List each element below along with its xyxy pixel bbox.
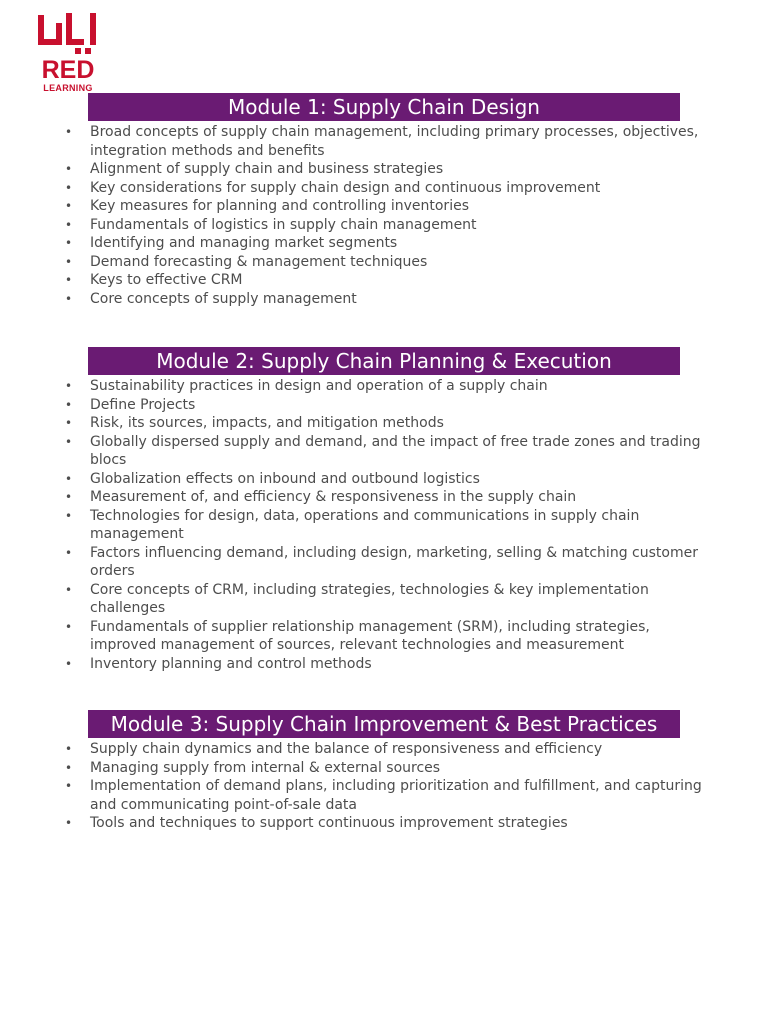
topic-text: Inventory planning and control methods <box>90 655 372 672</box>
bullet-icon: • <box>65 779 73 793</box>
topic-text: Factors influencing demand, including design, marketing, selling & matching customer orders <box>90 544 698 579</box>
list-item <box>0 433 768 470</box>
topic-text: Define Projects <box>90 396 196 413</box>
list-item <box>0 160 768 179</box>
list-item <box>0 507 768 544</box>
topic-text: Key measures for planning and controlling inventories <box>90 198 469 214</box>
bullet-icon: • <box>65 508 73 523</box>
topic-text: Risk, its sources, impacts, and mitigation methods <box>90 415 444 431</box>
bullet-icon: • <box>65 656 73 671</box>
topic-text: Globally dispersed supply and demand, and the impact of free trade zones and trading blocs <box>90 433 701 468</box>
bullet-icon: • <box>65 273 73 287</box>
topic-text: Fundamentals of supplier relationship management (SRM), including strategies, improved management of sources, relevant technologies and measurement <box>90 618 650 653</box>
bullet-icon: • <box>65 545 73 560</box>
list-item <box>0 759 768 778</box>
module-3-title: Module 3: Supply Chain Improvement & Best Practices <box>88 710 680 738</box>
topic-text: Fundamentals of logistics in supply chain management <box>90 216 477 233</box>
bullet-icon: • <box>65 471 73 486</box>
module-1-section <box>0 93 768 308</box>
logo-wordmark: RED <box>41 56 95 84</box>
topic-text: Supply chain dynamics and the balance of responsiveness and efficiency <box>90 741 603 757</box>
bullet-icon: • <box>65 254 73 269</box>
list-item <box>0 234 768 253</box>
topic-text: Alignment of supply chain and business strategies <box>90 161 444 177</box>
module-3-section <box>0 710 768 833</box>
list-item <box>0 179 768 198</box>
bullet-icon: • <box>65 582 73 597</box>
bullet-icon: • <box>65 416 73 430</box>
module-1-title: Module 1: Supply Chain Design <box>88 93 680 121</box>
topic-text: Globalization effects on inbound and outbound logistics <box>90 470 480 487</box>
topic-text: Sustainability practices in design and operation of a supply chain <box>90 378 548 394</box>
topic-text: Key considerations for supply chain design and continuous improvement <box>90 179 601 196</box>
topic-text: Demand forecasting & management techniques <box>90 253 428 270</box>
bullet-icon: • <box>65 816 73 830</box>
bullet-icon: • <box>65 379 73 393</box>
list-item <box>0 488 768 507</box>
module-1-topic-list <box>0 123 768 308</box>
topic-text: Tools and techniques to support continuous improvement strategies <box>90 815 568 831</box>
bullet-icon: • <box>65 180 73 195</box>
module-2-section <box>0 347 768 673</box>
list-item <box>0 253 768 272</box>
list-item <box>0 123 768 160</box>
list-item <box>0 581 768 618</box>
bullet-icon: • <box>65 397 73 412</box>
bullet-icon: • <box>65 742 73 756</box>
red-learning-logo <box>35 12 101 92</box>
bullet-icon: • <box>65 490 73 504</box>
list-item <box>0 396 768 415</box>
logo-tagline: LEARNING <box>43 83 93 93</box>
topic-text: Managing supply from internal & external sources <box>90 759 441 776</box>
bullet-icon: • <box>65 760 73 775</box>
bullet-icon: • <box>65 236 73 250</box>
list-item <box>0 544 768 581</box>
list-item <box>0 271 768 290</box>
module-2-title: Module 2: Supply Chain Planning & Execution <box>88 347 680 375</box>
list-item <box>0 290 768 309</box>
topic-text: Keys to effective CRM <box>90 272 243 288</box>
list-item <box>0 814 768 833</box>
bullet-icon: • <box>65 162 73 176</box>
bullet-icon: • <box>65 199 73 213</box>
topic-text: Implementation of demand plans, including prioritization and fulfillment, and capturing and communicating point-of-sale data <box>90 778 702 813</box>
list-item <box>0 414 768 433</box>
bullet-icon: • <box>65 217 73 232</box>
list-item <box>0 618 768 655</box>
topic-text: Identifying and managing market segments <box>90 235 398 251</box>
list-item <box>0 216 768 235</box>
bullet-icon: • <box>65 291 73 306</box>
bullet-icon: • <box>65 125 73 139</box>
bullet-icon: • <box>65 434 73 449</box>
topic-text: Core concepts of supply management <box>90 290 357 307</box>
module-3-topic-list <box>0 740 768 833</box>
list-item <box>0 655 768 674</box>
list-item <box>0 740 768 759</box>
topic-text: Core concepts of CRM, including strategies, technologies & key implementation challenges <box>90 581 649 616</box>
topic-text: Technologies for design, data, operations and communications in supply chain management <box>90 507 640 542</box>
list-item <box>0 470 768 489</box>
list-item <box>0 777 768 814</box>
bullet-icon: • <box>65 619 73 634</box>
topic-text: Measurement of, and efficiency & responsiveness in the supply chain <box>90 489 577 505</box>
logo-arabic-mark-icon <box>35 12 101 56</box>
topic-text: Broad concepts of supply chain management, including primary processes, objectives, integration methods and benefits <box>90 124 699 159</box>
list-item <box>0 377 768 396</box>
module-2-topic-list <box>0 377 768 673</box>
list-item <box>0 197 768 216</box>
